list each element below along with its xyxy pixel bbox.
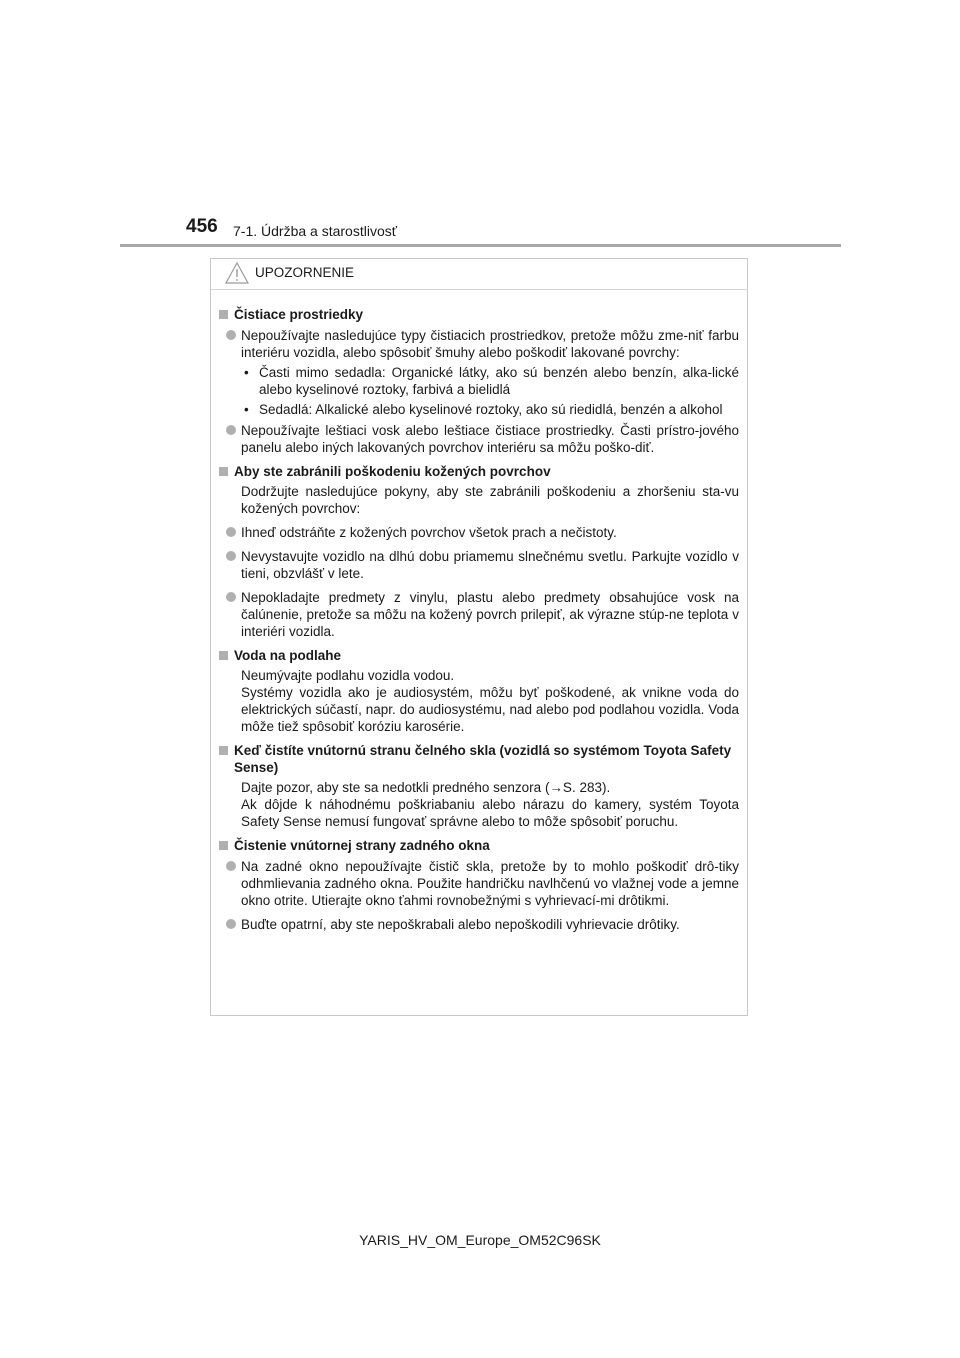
list-item bbox=[219, 327, 739, 361]
paragraph: Dajte pozor, aby ste sa nedotkli predného senzora (→S. 283). bbox=[241, 780, 611, 795]
list-item bbox=[219, 858, 739, 909]
list-item bbox=[219, 589, 739, 640]
list-item bbox=[219, 916, 739, 933]
list-item-text: Nepoužívajte leštiaci vosk alebo leštiace čistiace prostriedky. Časti prístro-jového panelu alebo iných lakovaných povrchov interiéru sa môžu poško-diť. bbox=[241, 423, 739, 455]
circle-bullet-icon bbox=[226, 919, 236, 929]
list-item-text: Nevystavujte vozidlo na dlhú dobu priamemu slnečnému svetlu. Parkujte vozidlo v tieni, obzvlášť v lete. bbox=[241, 549, 739, 581]
section-heading bbox=[219, 647, 739, 664]
list-item-text: Buďte opatrní, aby ste nepoškrabali alebo nepoškodili vyhrievacie drôtiky. bbox=[241, 917, 680, 932]
circle-bullet-icon bbox=[226, 592, 236, 602]
section-heading bbox=[219, 837, 739, 854]
square-bullet-icon bbox=[219, 651, 228, 660]
list-item-text: Nepokladajte predmety z vinylu, plastu alebo predmety obsahujúce vosk na čalúnenie, pretože sa môžu na kožený povrch prilepiť, ak výrazne stúp-ne teplota v interiéri vozidla. bbox=[241, 590, 739, 639]
section-title-floor-water: Voda na podlahe bbox=[234, 648, 342, 663]
circle-bullet-icon bbox=[226, 330, 236, 340]
circle-bullet-icon bbox=[226, 551, 236, 561]
square-bullet-icon bbox=[219, 467, 228, 476]
section-heading bbox=[219, 306, 739, 323]
warning-body bbox=[211, 290, 747, 933]
section-heading bbox=[219, 742, 739, 776]
warning-label: UPOZORNENIE bbox=[255, 265, 355, 280]
section-title-windshield: Keď čistíte vnútornú stranu čelného skla (vozidlá so systémom Toyota Safety Sense) bbox=[234, 743, 732, 775]
dot-bullet-icon: • bbox=[244, 365, 249, 380]
sub-list-item-text: Časti mimo sedadla: Organické látky, ako sú benzén alebo benzín, alka-lické alebo kyselinové roztoky, farbivá a bielidlá bbox=[259, 365, 739, 397]
section-title-cleaning-agents: Čistiace prostriedky bbox=[234, 307, 364, 322]
square-bullet-icon bbox=[219, 746, 228, 755]
header-rule bbox=[120, 244, 841, 247]
list-item-text: Ihneď odstráňte z kožených povrchov všetok prach a nečistoty. bbox=[241, 525, 617, 540]
sub-list-item bbox=[219, 364, 739, 398]
square-bullet-icon bbox=[219, 841, 228, 850]
circle-bullet-icon bbox=[226, 861, 236, 871]
sub-list-item bbox=[219, 401, 739, 418]
section-heading bbox=[219, 463, 739, 480]
paragraph: Ak dôjde k náhodnému poškriabaniu alebo nárazu do kamery, systém Toyota Safety Sense nemusí fungovať správne alebo to môže spôsobiť poruchu. bbox=[241, 797, 739, 829]
circle-bullet-icon bbox=[226, 425, 236, 435]
sub-list-item-text: Sedadlá: Alkalické alebo kyselinové roztoky, ako sú riedidlá, benzén a alkohol bbox=[259, 402, 723, 417]
paragraph: Neumývajte podlahu vozidla vodou. bbox=[241, 668, 455, 683]
circle-bullet-icon bbox=[226, 527, 236, 537]
list-item bbox=[219, 524, 739, 541]
document-code: YARIS_HV_OM_Europe_OM52C96SK bbox=[359, 1232, 601, 1248]
list-item bbox=[219, 422, 739, 456]
section-title-rear-window: Čistenie vnútornej strany zadného okna bbox=[234, 838, 490, 853]
warning-header bbox=[211, 259, 747, 290]
dot-bullet-icon: • bbox=[244, 402, 249, 417]
section-title-leather: Aby ste zabránili poškodeniu kožených povrchov bbox=[234, 464, 551, 479]
square-bullet-icon bbox=[219, 310, 228, 319]
warning-triangle-icon bbox=[225, 262, 249, 284]
list-item-text: Na zadné okno nepoužívajte čistič skla, pretože by to mohlo poškodiť drô-tiky odhmlievania zadného okna. Použite handričku navlhčenú vo vlažnej vode a jemne okno otrite. Utierajte okno ťahmi rovnobežnými s vyhrievací-mi drôtikmi. bbox=[241, 859, 739, 908]
list-item-text: Nepoužívajte nasledujúce typy čistiacich prostriedkov, pretože môžu zme-niť farbu interiéru vozidla, alebo spôsobiť šmuhy alebo poškodiť lakované povrchy: bbox=[241, 328, 739, 360]
page-number: 456 bbox=[186, 216, 218, 237]
warning-box bbox=[210, 258, 748, 1016]
section-title: 7-1. Údržba a starostlivosť bbox=[233, 223, 397, 239]
list-item bbox=[219, 548, 739, 582]
paragraph: Dodržujte nasledujúce pokyny, aby ste zabránili poškodeniu a zhoršeniu sta-vu kožených povrchov: bbox=[241, 484, 739, 516]
paragraph: Systémy vozidla ako je audiosystém, môžu byť poškodené, ak vnikne voda do elektrických súčastí, napr. do audiosystému, nad alebo pod podlahou vozidla. Voda môže tiež spôsobiť koróziu karosérie. bbox=[241, 685, 739, 734]
